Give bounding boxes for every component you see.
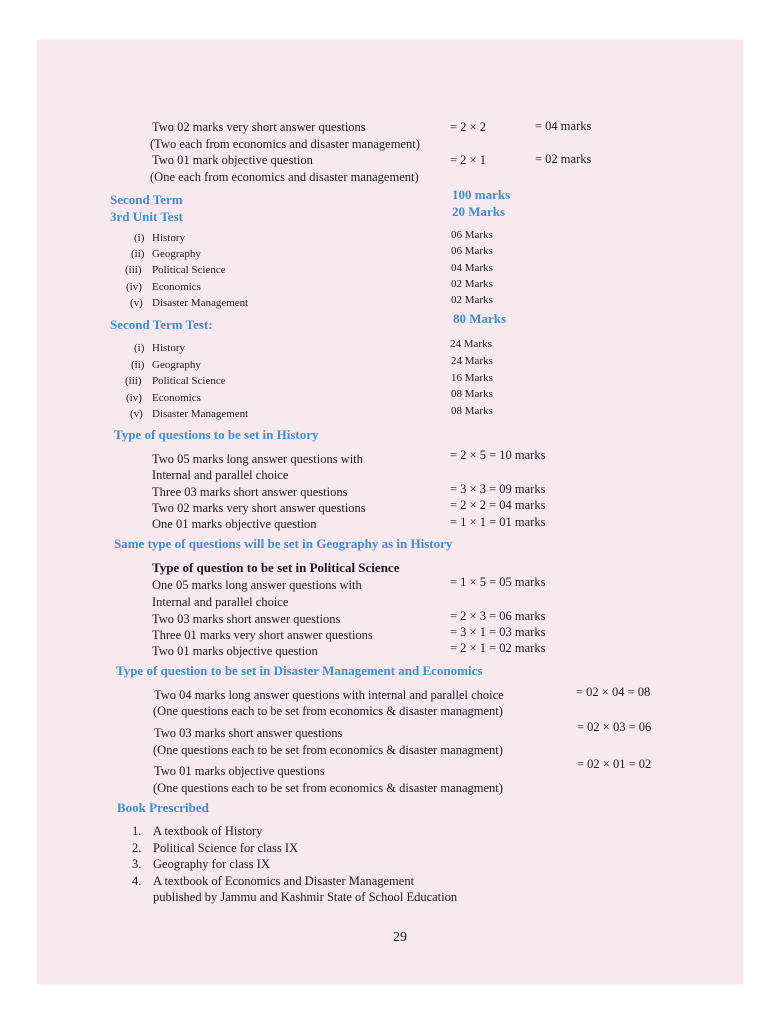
history-row: Two 05 marks long answer questions with (152, 452, 363, 466)
polsci-heading: Type of question to be set in Political Science (152, 560, 400, 575)
history-row: Two 02 marks very short answer questions (152, 501, 366, 515)
intro-q2-calc: = 2 × 1 (450, 153, 486, 167)
intro-q2-note: (One each from economics and disaster management) (150, 170, 419, 184)
page-number: 29 (393, 930, 407, 945)
unit-item-num: (iv) (126, 281, 142, 293)
unit-item-subject: Disaster Management (152, 297, 249, 309)
term-test-total: 80 Marks (453, 311, 507, 326)
book-num: 4. (132, 874, 142, 888)
history-row: Three 03 marks short answer questions (152, 485, 348, 499)
book-item: Political Science for class IX (153, 841, 299, 855)
intro-q2-marks: = 02 marks (535, 152, 592, 166)
second-term-heading: Second Term (110, 192, 183, 207)
intro-q2: Two 01 mark objective question (152, 153, 313, 167)
unit-item-num: (iii) (125, 264, 142, 276)
dm-econ-row3: Two 01 marks objective questions (154, 764, 325, 778)
term-item-marks: 24 Marks (450, 338, 492, 350)
book-item: A textbook of Economics and Disaster Management (153, 874, 415, 888)
history-row-calc: = 2 × 5 = 10 marks (450, 448, 546, 462)
polsci-row: Three 01 marks very short answer questions (152, 628, 373, 642)
history-row: Internal and parallel choice (152, 468, 289, 482)
term-item-num: (iii) (125, 375, 142, 387)
unit-test-heading: 3rd Unit Test (110, 209, 183, 224)
unit-item-num: (i) (134, 232, 145, 244)
unit-item-marks: 04 Marks (451, 262, 493, 274)
history-row-calc: = 2 × 2 = 04 marks (450, 498, 546, 512)
term-test-heading: Second Term Test: (110, 317, 213, 332)
polsci-row: Two 01 marks objective question (152, 644, 318, 658)
history-row-calc: = 3 × 3 = 09 marks (450, 482, 546, 496)
dm-econ-row2: Two 03 marks short answer questions (154, 726, 343, 740)
dm-econ-heading: Type of question to be set in Disaster Management and Economics (116, 663, 483, 678)
dm-econ-row1-calc: = 02 × 04 = 08 (576, 685, 651, 699)
dm-econ-row3-calc: = 02 × 01 = 02 (577, 757, 652, 771)
term-item-subject: Disaster Management (152, 408, 249, 420)
document-page (37, 40, 743, 984)
term-item-subject: Economics (152, 392, 201, 404)
history-row-calc: = 1 × 1 = 01 marks (450, 515, 546, 529)
polsci-row-calc: = 3 × 1 = 03 marks (450, 625, 546, 639)
dm-econ-row2-note: (One questions each to be set from economics & disaster managment) (153, 743, 503, 757)
term-item-num: (i) (134, 342, 145, 354)
polsci-row-calc: = 2 × 3 = 06 marks (450, 609, 546, 623)
unit-item-num: (v) (130, 297, 143, 309)
term-item-subject: Political Science (152, 375, 226, 387)
term-item-subject: History (152, 342, 185, 354)
geography-heading: Same type of questions will be set in Geography as in History (114, 536, 453, 551)
intro-q1-calc: = 2 × 2 (450, 120, 486, 134)
dm-econ-row1-note: (One questions each to be set from economics & disaster managment) (153, 704, 503, 718)
unit-item-marks: 02 Marks (451, 294, 493, 306)
polsci-row: One 05 marks long answer questions with (152, 578, 362, 592)
unit-item-subject: Economics (152, 281, 201, 293)
book-num: 3. (132, 857, 142, 871)
unit-item-marks: 02 Marks (451, 278, 493, 290)
unit-item-num: (ii) (131, 248, 145, 260)
term-item-marks: 08 Marks (451, 388, 493, 400)
polsci-row-calc: = 2 × 1 = 02 marks (450, 641, 546, 655)
dm-econ-row1: Two 04 marks long answer questions with internal and parallel choice (154, 688, 504, 702)
unit-item-subject: Geography (152, 248, 201, 260)
term-item-marks: 16 Marks (451, 372, 493, 384)
unit-item-subject: Political Science (152, 264, 226, 276)
books-heading: Book Prescribed (117, 800, 209, 815)
unit-item-marks: 06 Marks (451, 229, 493, 241)
book-num: 1. (132, 824, 142, 838)
book-item: A textbook of History (153, 824, 263, 838)
unit-item-marks: 06 Marks (451, 245, 493, 257)
dm-econ-row3-note: (One questions each to be set from economics & disaster managment) (153, 781, 503, 795)
term-item-num: (iv) (126, 392, 142, 404)
unit-item-subject: History (152, 232, 185, 244)
book-item: Geography for class IX (153, 857, 270, 871)
book-publisher: published by Jammu and Kashmir State of School Education (153, 890, 458, 904)
unit-test-total: 20 Marks (452, 204, 506, 219)
term-item-marks: 08 Marks (451, 405, 493, 417)
history-row: One 01 marks objective question (152, 517, 317, 531)
polsci-row: Internal and parallel choice (152, 595, 289, 609)
history-heading: Type of questions to be set in History (114, 427, 319, 442)
second-term-total: 100 marks (452, 187, 511, 202)
intro-q1: Two 02 marks very short answer questions (152, 120, 366, 134)
dm-econ-row2-calc: = 02 × 03 = 06 (577, 720, 652, 734)
term-item-subject: Geography (152, 359, 201, 371)
intro-q1-marks: = 04 marks (535, 119, 592, 133)
term-item-marks: 24 Marks (451, 355, 493, 367)
term-item-num: (v) (130, 408, 143, 420)
polsci-row-calc: = 1 × 5 = 05 marks (450, 575, 546, 589)
book-num: 2. (132, 841, 142, 855)
term-item-num: (ii) (131, 359, 145, 371)
intro-q1-note: (Two each from economics and disaster management) (150, 137, 420, 151)
polsci-row: Two 03 marks short answer questions (152, 612, 341, 626)
